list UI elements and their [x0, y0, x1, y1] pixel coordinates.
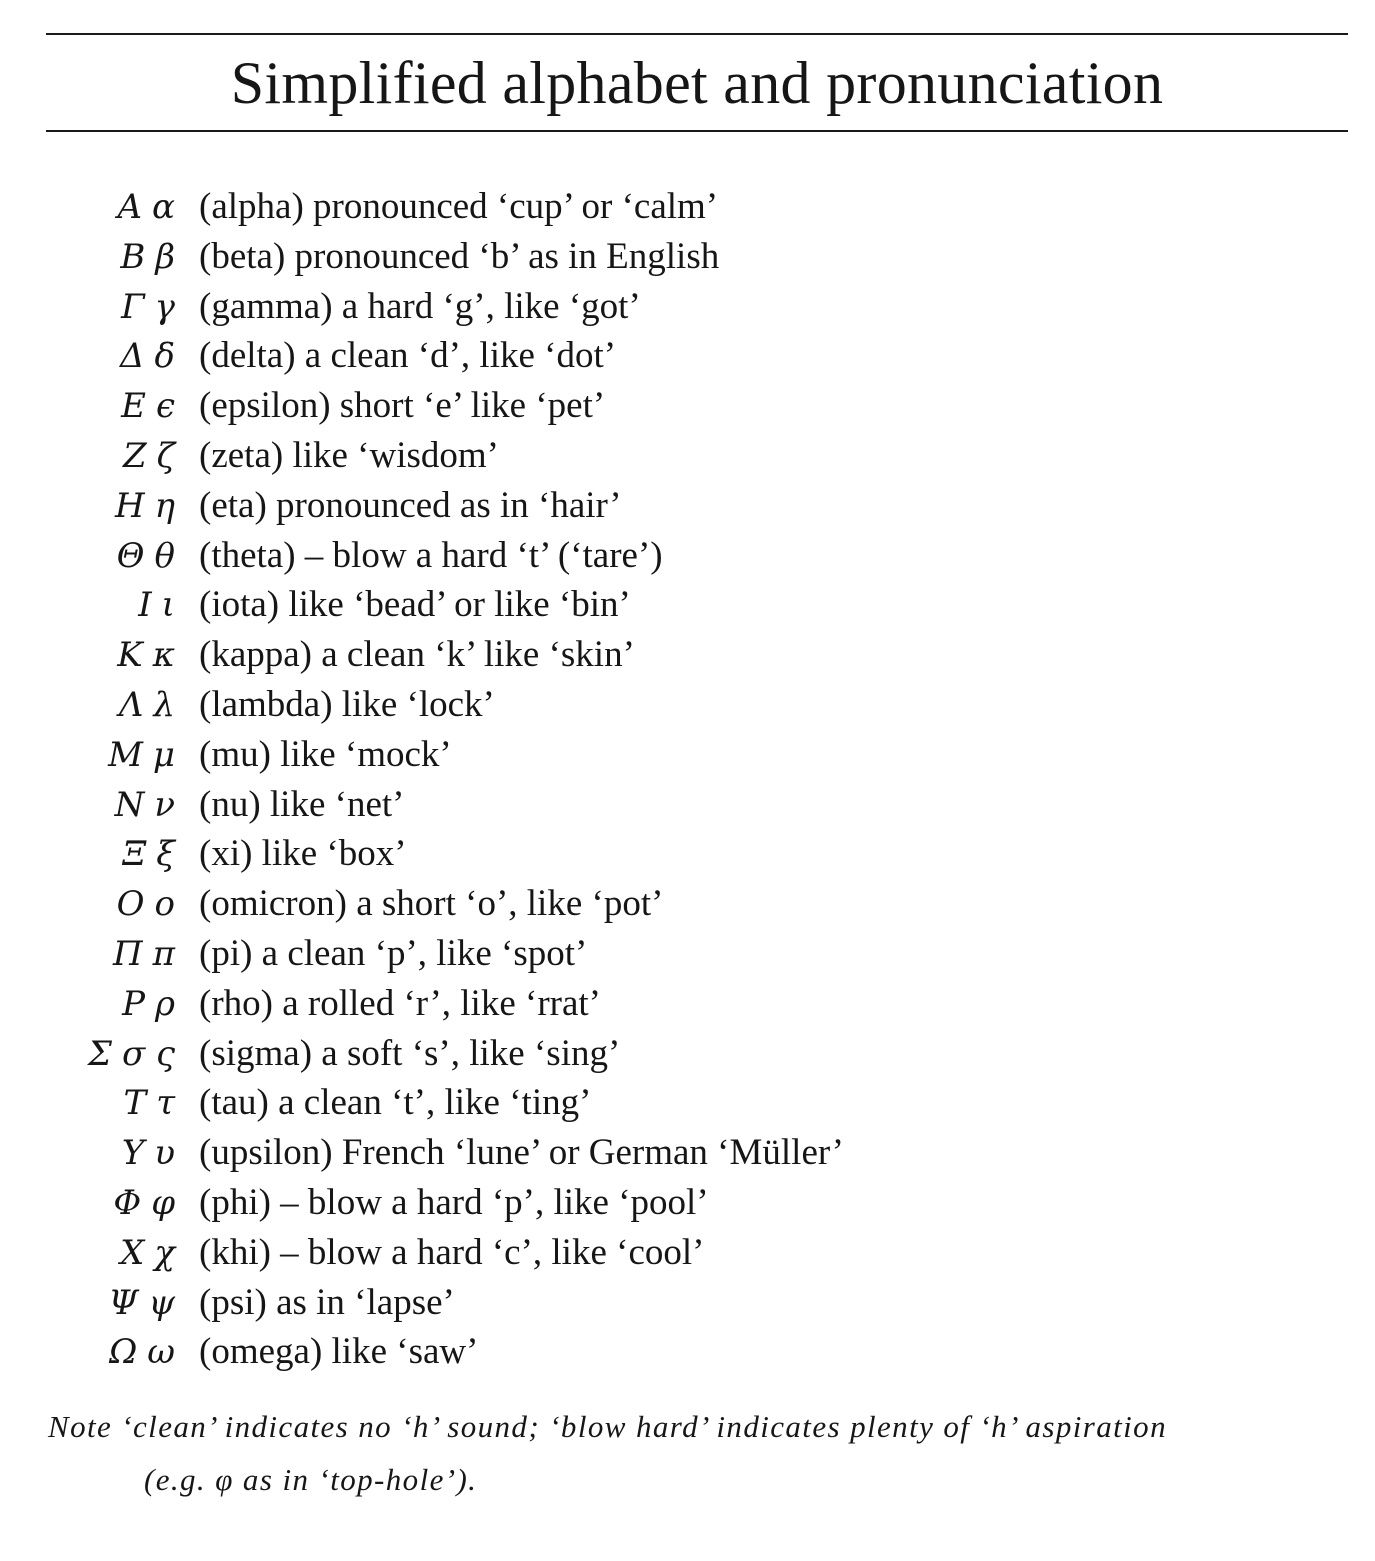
alphabet-list: [0, 182, 1375, 1377]
letter-pair: [121, 381, 175, 431]
list-item-omicron: [0, 879, 1375, 929]
uppercase-letter: Ξ: [122, 834, 147, 875]
uppercase-letter: Ε: [121, 386, 146, 427]
letter-pair: [109, 1327, 175, 1377]
lowercase-letter: ο: [154, 884, 175, 925]
letter-pair: [117, 182, 175, 232]
pronunciation-text: (psi) as in ‘lapse’: [199, 1281, 455, 1323]
pronunciation-text: (epsilon) short ‘e’ like ‘pet’: [199, 385, 606, 427]
uppercase-letter: Ο: [116, 884, 145, 925]
letter-pair: [122, 1128, 175, 1178]
uppercase-letter: Λ: [118, 684, 144, 725]
uppercase-letter: Τ: [123, 1083, 147, 1124]
uppercase-letter: Β: [120, 236, 146, 277]
lowercase-letter: β: [155, 236, 175, 277]
lowercase-letter: ω: [147, 1332, 175, 1373]
uppercase-letter: Ν: [114, 784, 145, 825]
list-item-xi: [0, 829, 1375, 879]
lowercase-letter: υ: [154, 1133, 175, 1174]
lowercase-letter: ξ: [156, 834, 175, 875]
letter-pair: [138, 580, 175, 630]
letter-pair: [124, 1078, 176, 1128]
letter-pair: [117, 879, 175, 929]
uppercase-letter: Ψ: [108, 1282, 139, 1323]
uppercase-letter: Α: [117, 187, 143, 227]
footnote-line-1: Note ‘clean’ indicates no ‘h’ sound; ‘blow hard’ indicates plenty of ‘h’ aspiration: [48, 1409, 1167, 1444]
pronunciation-text: (pi) a clean ‘p’, like ‘spot’: [199, 932, 588, 974]
list-item-mu: [0, 730, 1375, 780]
list-item-eta: [0, 481, 1375, 531]
list-item-lambda: [0, 680, 1375, 730]
letter-pair: [115, 780, 175, 830]
letter-pair: [117, 630, 175, 680]
letter-pair: [119, 680, 175, 730]
pronunciation-text: (khi) – blow a hard ‘c’, like ‘cool’: [199, 1231, 705, 1273]
uppercase-letter: Υ: [121, 1133, 145, 1174]
list-item-alpha: [0, 182, 1375, 232]
pronunciation-text: (phi) – blow a hard ‘p’, like ‘pool’: [199, 1181, 709, 1223]
lowercase-letter: π: [152, 933, 175, 974]
uppercase-letter: Ω: [109, 1332, 138, 1373]
list-item-nu: [0, 780, 1375, 830]
letter-pair: [122, 829, 175, 879]
uppercase-letter: Π: [112, 933, 143, 974]
lowercase-letter: φ: [151, 1182, 175, 1223]
list-item-delta: [0, 331, 1375, 381]
pronunciation-text: (kappa) a clean ‘k’ like ‘skin’: [199, 634, 635, 676]
lowercase-letter: ϵ: [155, 386, 175, 427]
letter-pair: [115, 481, 175, 531]
lowercase-letter: κ: [152, 635, 175, 676]
title-rule: [46, 130, 1348, 132]
pronunciation-text: (sigma) a soft ‘s’, like ‘sing’: [199, 1032, 621, 1074]
pronunciation-text: (alpha) pronounced ‘cup’ or ‘calm’: [199, 186, 719, 227]
pronunciation-text: (xi) like ‘box’: [199, 833, 407, 875]
lowercase-letter: λ: [153, 684, 175, 725]
pronunciation-text: (omega) like ‘saw’: [199, 1331, 479, 1373]
letter-pair: [123, 431, 175, 481]
list-item-omega: [0, 1327, 1375, 1377]
lowercase-letter: τ: [156, 1083, 175, 1124]
uppercase-letter: Δ: [119, 336, 145, 377]
list-item-tau: [0, 1078, 1375, 1128]
list-item-phi: [0, 1178, 1375, 1228]
list-item-psi: [0, 1278, 1375, 1328]
lowercase-letter: α: [152, 187, 175, 227]
lowercase-letter: ψ: [148, 1282, 175, 1323]
lowercase-letter: ζ: [156, 435, 175, 476]
lowercase-letter: ρ: [155, 983, 175, 1024]
letter-pair: [109, 1278, 176, 1328]
list-item-sigma: [0, 1029, 1375, 1079]
list-item-zeta: [0, 431, 1375, 481]
uppercase-letter: Η: [114, 485, 145, 526]
uppercase-letter: Σ: [87, 1033, 112, 1074]
lowercase-letter: δ: [154, 336, 175, 377]
pronunciation-text: (rho) a rolled ‘r’, like ‘rrat’: [199, 982, 601, 1024]
uppercase-letter: Φ: [113, 1182, 142, 1223]
lowercase-letter: χ: [154, 1232, 175, 1273]
footnote: [48, 1400, 1348, 1506]
pronunciation-text: (upsilon) French ‘lune’ or German ‘Müller’: [199, 1132, 844, 1174]
pronunciation-text: (eta) pronounced as in ‘hair’: [199, 484, 622, 526]
pronunciation-text: (gamma) a hard ‘g’, like ‘got’: [199, 285, 641, 327]
list-item-iota: [0, 580, 1375, 630]
letter-pair: [120, 331, 175, 381]
uppercase-letter: Ζ: [122, 435, 147, 476]
list-item-upsilon: [0, 1128, 1375, 1178]
pronunciation-text: (lambda) like ‘lock’: [199, 683, 495, 725]
uppercase-letter: Γ: [121, 286, 145, 327]
list-item-theta: [0, 531, 1375, 581]
uppercase-letter: Μ: [108, 734, 143, 775]
letter-pair: [117, 531, 175, 581]
uppercase-letter: Ι: [138, 585, 152, 626]
uppercase-letter: Ρ: [122, 983, 145, 1024]
letter-pair: [120, 1228, 175, 1278]
letter-pair: [122, 979, 175, 1029]
lowercase-letter: μ: [152, 734, 175, 775]
list-item-pi: [0, 929, 1375, 979]
letter-pair: [113, 929, 175, 979]
pronunciation-text: (omicron) a short ‘o’, like ‘pot’: [199, 883, 664, 925]
pronunciation-text: (nu) like ‘net’: [199, 783, 405, 825]
uppercase-letter: Χ: [120, 1232, 145, 1273]
pronunciation-text: (zeta) like ‘wisdom’: [199, 434, 499, 476]
lowercase-letter: γ: [154, 286, 175, 327]
uppercase-letter: Κ: [117, 635, 143, 676]
pronunciation-text: (tau) a clean ‘t’, like ‘ting’: [199, 1082, 592, 1124]
lowercase-letter: ν: [154, 784, 175, 825]
pronunciation-text: (mu) like ‘mock’: [199, 733, 452, 775]
list-item-epsilon: [0, 381, 1375, 431]
pronunciation-text: (theta) – blow a hard ‘t’ (‘tare’): [199, 534, 663, 576]
list-item-rho: [0, 979, 1375, 1029]
letter-pair: [121, 282, 175, 332]
page-title: Simplified alphabet and pronunciation: [230, 50, 1164, 116]
letter-pair: [108, 730, 175, 780]
list-item-gamma: [0, 282, 1375, 332]
pronunciation-text: (iota) like ‘bead’ or like ‘bin’: [199, 584, 631, 626]
lowercase-letter: ι: [161, 585, 175, 626]
top-rule: [46, 33, 1348, 35]
list-item-beta: [0, 232, 1375, 282]
pronunciation-text: (beta) pronounced ‘b’ as in English: [199, 235, 720, 277]
letter-pair: [120, 232, 175, 282]
footnote-line-2: (e.g. φ as in ‘top-hole’).: [144, 1462, 478, 1497]
pronunciation-text: (delta) a clean ‘d’, like ‘dot’: [199, 335, 617, 377]
list-item-kappa: [0, 630, 1375, 680]
lowercase-letter: θ: [154, 535, 175, 576]
letter-pair: [113, 1178, 175, 1228]
uppercase-letter: Θ: [116, 535, 145, 576]
letter-pair: [88, 1029, 175, 1079]
list-item-khi: [0, 1228, 1375, 1278]
lowercase-letter: σ ς: [121, 1033, 175, 1074]
lowercase-letter: η: [154, 485, 175, 526]
